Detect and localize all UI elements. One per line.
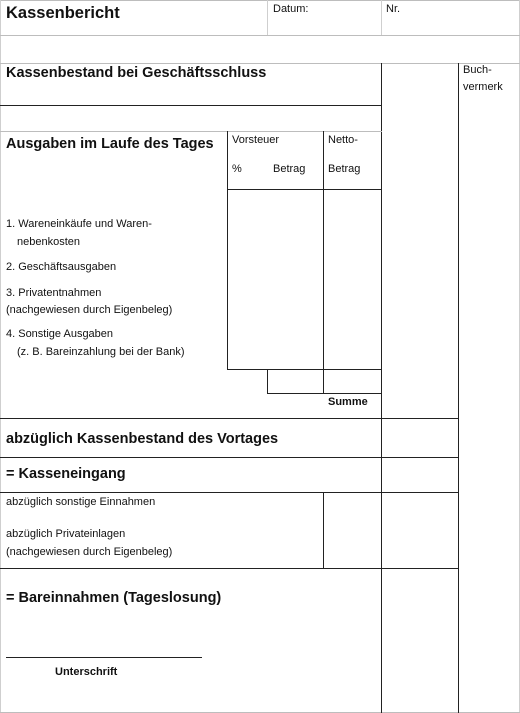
bareinnahmen-heading: = Bareinnahmen (Tageslosung) [6, 590, 222, 606]
expense-item-4-note: (z. B. Bareinzahlung bei der Bank) [17, 346, 185, 358]
datum-label: Datum: [273, 3, 309, 15]
buchvermerk-column-line [458, 63, 459, 713]
column-header-bottom [227, 189, 382, 190]
signature-line [6, 657, 202, 658]
expense-item-3-note: (nachgewiesen durch Eigenbeleg) [6, 304, 173, 316]
kassenbestand-heading: Kassenbestand bei Geschäftsschluss [6, 65, 267, 81]
frame-left [0, 0, 1, 713]
ausgaben-heading: Ausgaben im Laufe des Tages [6, 136, 214, 152]
amount-column-line [381, 63, 382, 713]
header-divider-nr [381, 0, 382, 35]
header-line [0, 35, 520, 36]
buchvermerk-label-2: vermerk [463, 81, 503, 93]
expense-item-3: 3. Privatentnahmen [6, 287, 102, 299]
netto-betrag-header: Betrag [328, 163, 361, 175]
kasseneingang-heading: = Kasseneingang [6, 466, 126, 482]
signature-label: Unterschrift [55, 666, 118, 678]
summe-bottom-line [0, 418, 458, 419]
privateinlagen-label: abzüglich Privateinlagen [6, 528, 126, 540]
kasseneingang-bottom-line [0, 492, 458, 493]
expense-item-2: 2. Geschäftsausgaben [6, 261, 117, 273]
vortag-bottom-line [0, 457, 458, 458]
einnahmen-column-line [323, 492, 324, 569]
frame-top [0, 0, 520, 1]
spacer-line [0, 63, 520, 64]
einnahmen-bottom-line [0, 568, 458, 569]
netto-header: Netto- [328, 134, 358, 146]
expense-item-1-cont: nebenkosten [17, 236, 80, 248]
sum-box-left [267, 369, 268, 394]
nr-label: Nr. [386, 3, 401, 15]
vorsteuer-column-left [227, 131, 228, 370]
summe-label: Summe [328, 396, 368, 408]
buchvermerk-label-1: Buch- [463, 64, 492, 76]
header-divider-datum [267, 0, 268, 35]
expense-item-1: 1. Wareneinkäufe und Waren- [6, 218, 152, 230]
sum-box-bottom [267, 393, 382, 394]
percent-header: % [232, 163, 242, 175]
sonstige-einnahmen-label: abzüglich sonstige Einnahmen [6, 496, 156, 508]
privateinlagen-note: (nachgewiesen durch Eigenbeleg) [6, 546, 173, 558]
vortag-heading: abzüglich Kassenbestand des Vortages [6, 431, 279, 447]
expense-item-4: 4. Sonstige Ausgaben [6, 328, 114, 340]
page-title: Kassenbericht [6, 4, 120, 22]
expense-block-bottom [227, 369, 382, 370]
vorsteuer-betrag-header: Betrag [273, 163, 306, 175]
netto-column-left [323, 131, 324, 393]
spacer-line-2 [0, 131, 382, 132]
kassenbestand-bottom-line [0, 105, 382, 106]
vorsteuer-header: Vorsteuer [232, 134, 280, 146]
